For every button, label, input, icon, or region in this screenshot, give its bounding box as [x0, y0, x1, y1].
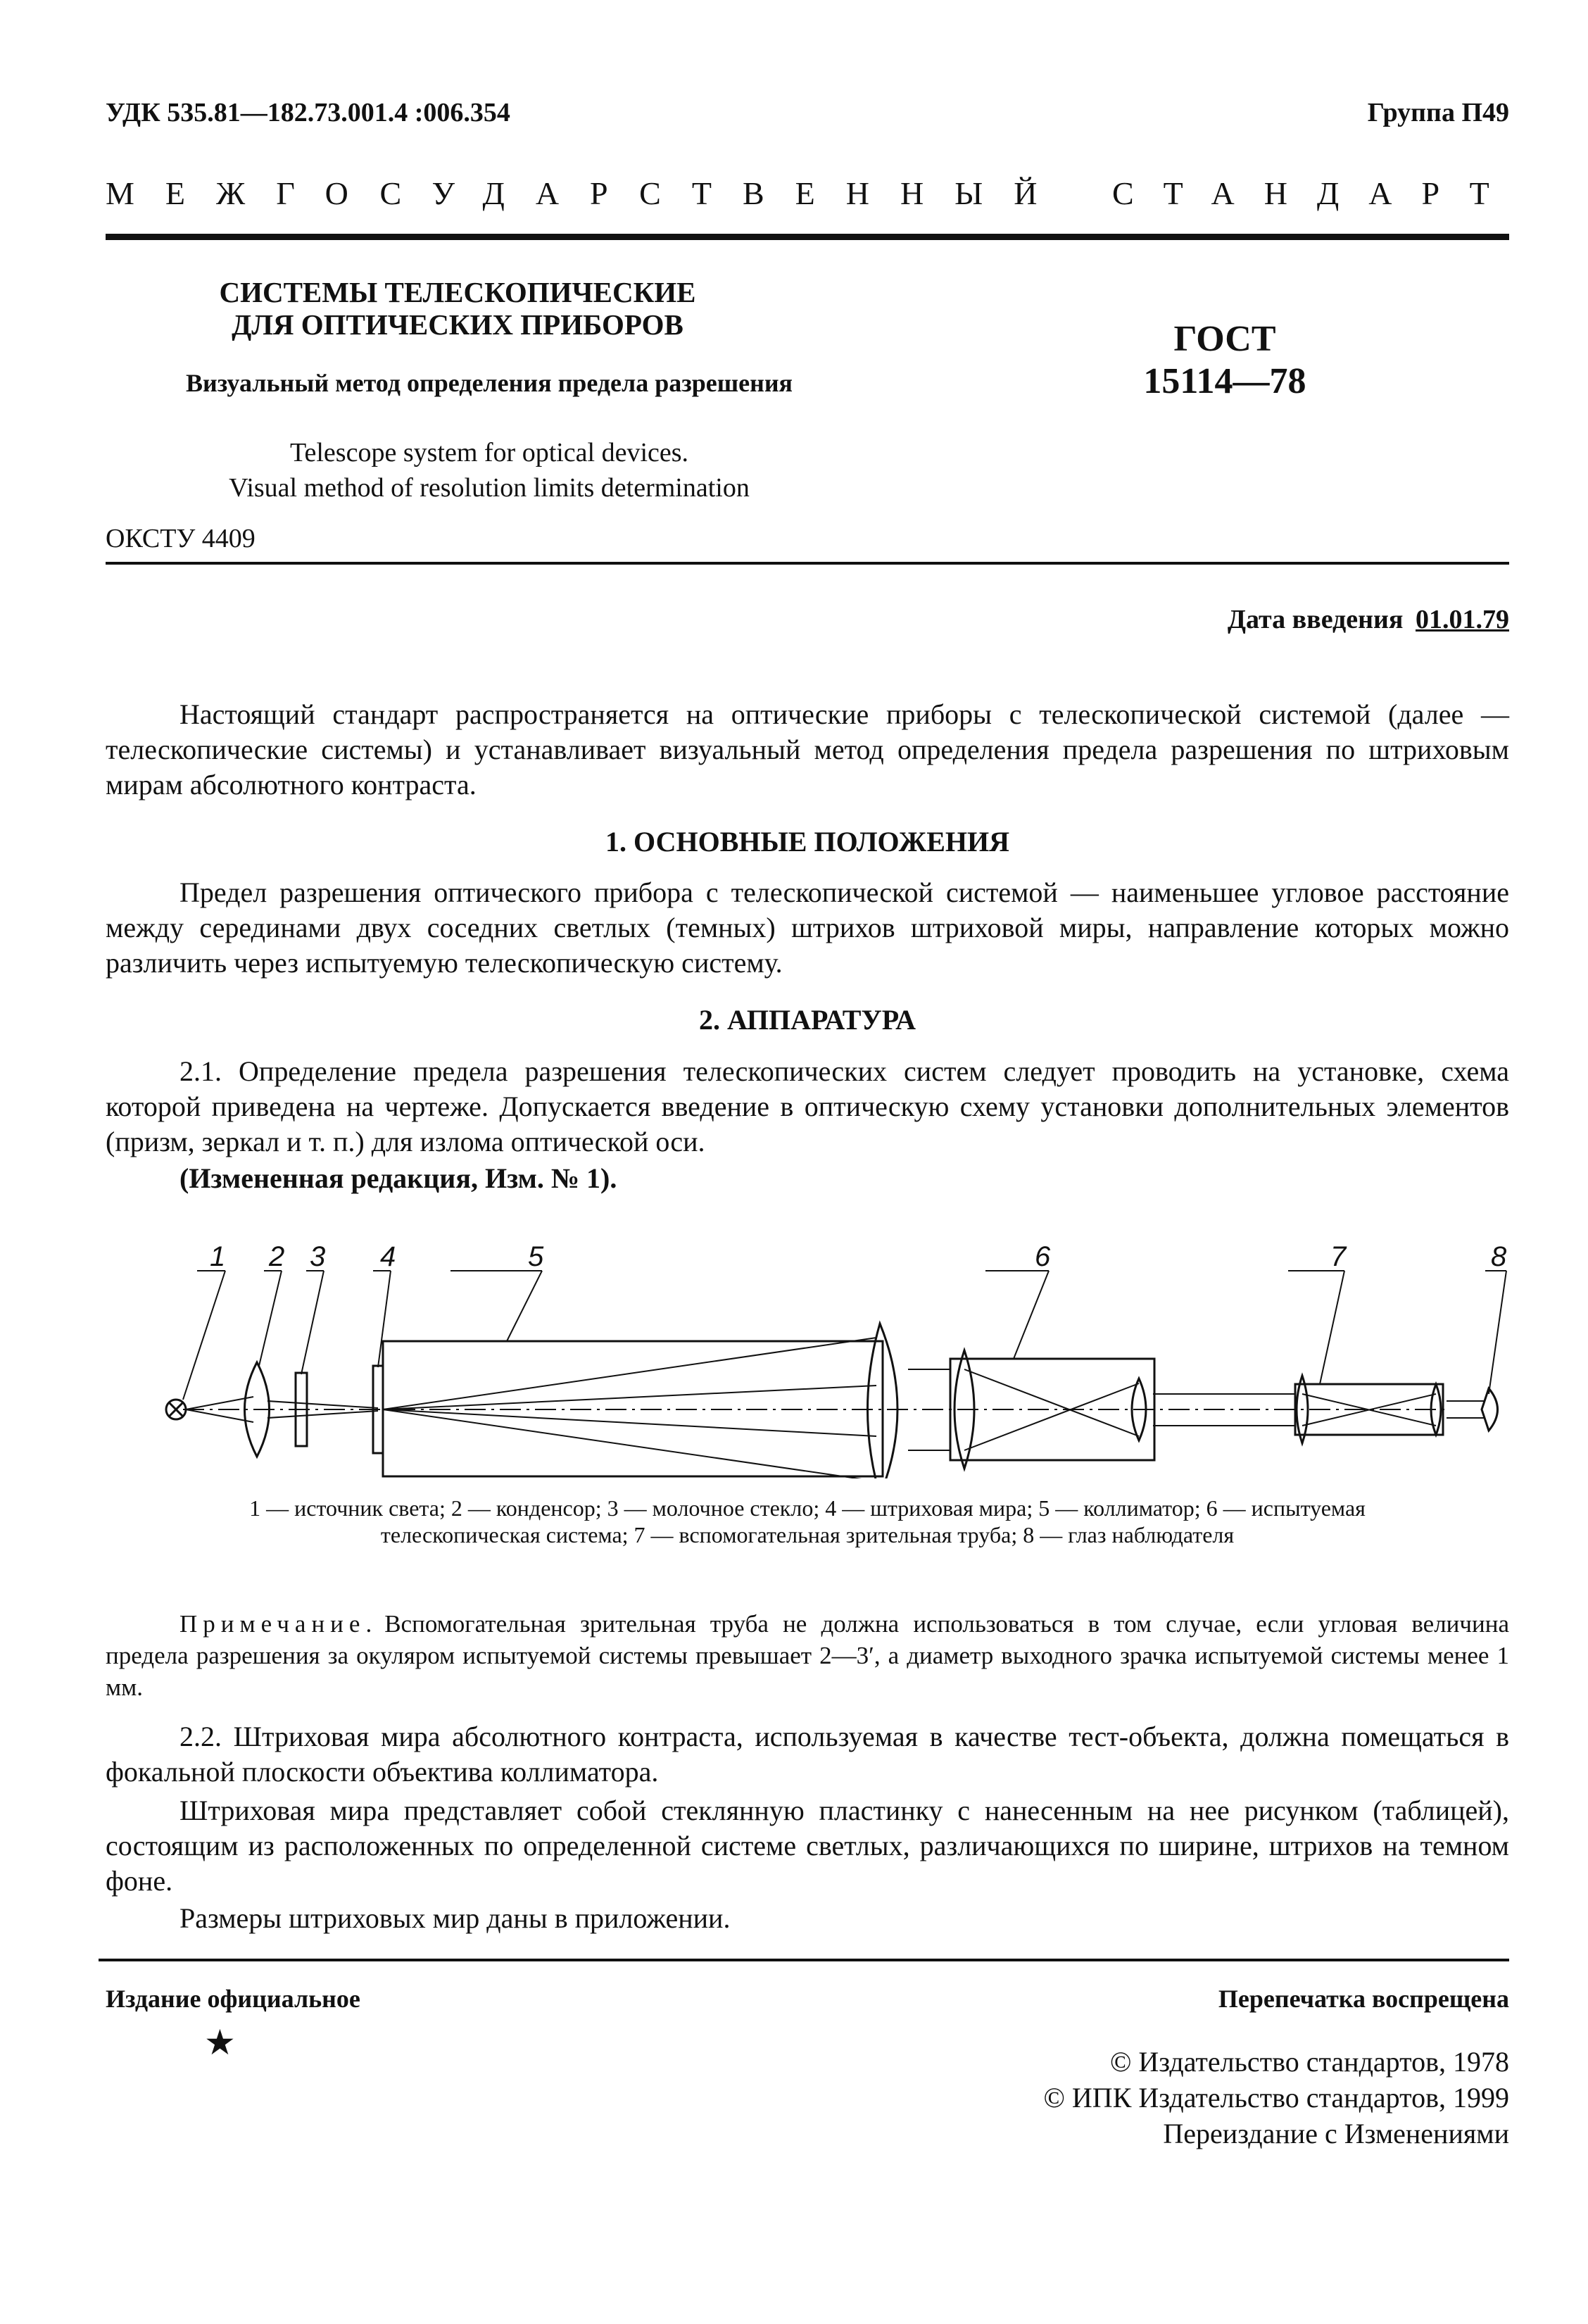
diagram-caption	[106, 1495, 1509, 1548]
copyright-block	[1044, 2044, 1509, 2152]
diagram-label-8: 8	[1491, 1241, 1507, 1272]
title-english-line-2: Visual method of resolution limits determination	[229, 473, 750, 503]
note-paragraph	[106, 1608, 1509, 1703]
gost-number: 15114—78	[1143, 361, 1306, 401]
group-code: Группа П49	[1367, 98, 1509, 127]
diagram-label-4: 4	[380, 1241, 396, 1272]
caption-line-2: телескопическая система; 7 — вспомогательная зрительная труба; 8 — глаз наблюдателя	[380, 1522, 1235, 1547]
section-1-paragraph: Предел разрешения оптического прибора с телескопической системой — наименьшее угловое расстояние между серединами двух соседних светлых (темных) штрихов штриховой миры, направление которых можно различить через испытуемую телескопическую систему.	[106, 877, 1509, 979]
title-rule	[106, 562, 1509, 565]
title-block	[106, 276, 809, 341]
diagram-label-3: 3	[310, 1241, 326, 1272]
intro-paragraph: Настоящий стандарт распространяется на оптические приборы с телескопической системой (далее — телескопические системы) и устанавливает визуальный метод определения предела разрешения по штриховым мирам абсолютного контраста.	[106, 698, 1509, 800]
diagram-label-1: 1	[210, 1241, 226, 1272]
title-line-1: СИСТЕМЫ ТЕЛЕСКОПИЧЕСКИЕ	[219, 276, 696, 308]
banner-standard: СТАНДАРТ	[1112, 175, 1519, 211]
gost-label: ГОСТ	[1173, 319, 1276, 359]
diagram-label-5: 5	[528, 1241, 544, 1272]
date-value: 01.01.79	[1416, 605, 1509, 634]
observer-eye	[1482, 1388, 1498, 1431]
introduction-date	[1228, 604, 1509, 635]
paragraph-2-1: 2.1. Определение предела разрешения телескопических систем следует проводить на установке, схема которой приведена на чертеже. Допускается введение в оптическую схему установки дополнительных элементов (призм, зеркал и т. п.) для излома оптической оси.	[106, 1055, 1509, 1157]
gost-designation	[1126, 318, 1323, 403]
banner-interstate: МЕЖГОСУДАРСТВЕННЫЙ	[106, 175, 1069, 211]
paragraph-2-2-c: Размеры штриховых мир даны в приложении.	[179, 1902, 731, 1934]
amendment-note: (Измененная редакция, Изм. № 1).	[179, 1162, 617, 1194]
oksty-code: ОКСТУ 4409	[106, 524, 256, 553]
optical-scheme-diagram	[106, 1225, 1509, 1478]
top-thick-rule	[106, 234, 1509, 240]
title-line-2: ДЛЯ ОПТИЧЕСКИХ ПРИБОРОВ	[232, 308, 683, 341]
title-english-line-1: Telescope system for optical devices.	[289, 438, 689, 467]
section-2-heading: 2. АППАРАТУРА	[699, 1004, 916, 1036]
diagram-label-7: 7	[1330, 1241, 1347, 1272]
star-mark: ★	[204, 2023, 236, 2062]
udk-code: УДК 535.81—182.73.001.4 :006.354	[106, 98, 510, 127]
paragraph-2-2-b: Штриховая мира представляет собой стеклянную пластинку с нанесенным на нее рисунком (таблицей), состоящим из расположенных по определенной системе светлых, различающихся по ширине, штрихов на темном фоне.	[106, 1795, 1509, 1897]
tested-system-tube	[950, 1359, 1154, 1460]
note-label: Примечание.	[179, 1610, 378, 1638]
copyright-1999: © ИПК Издательство стандартов, 1999	[1043, 2082, 1509, 2113]
title-subtitle: Визуальный метод определения предела разрешения	[185, 369, 793, 397]
note-text: Вспомогательная зрительная труба не должна использоваться в том случае, если угловая величина предела разрешения за окуляром испытуемой системы превышает 2—3′, а диаметр выходного зрачка испытуемой системы менее 1 мм.	[106, 1610, 1509, 1701]
date-label: Дата введения	[1227, 605, 1404, 634]
footer-rule	[99, 1959, 1509, 1961]
reprint-prohibited: Перепечатка воспрещена	[1218, 1985, 1509, 2013]
diagram-label-2: 2	[269, 1241, 285, 1272]
section-1-heading: 1. ОСНОВНЫЕ ПОЛОЖЕНИЯ	[605, 826, 1009, 858]
copyright-1978: © Издательство стандартов, 1978	[1109, 2046, 1509, 2078]
diagram-label-6: 6	[1035, 1241, 1051, 1272]
caption-line-1: 1 — источник света; 2 — конденсор; 3 — молочное стекло; 4 — штриховая мира; 5 — коллиматор; 6 — испытуемая	[249, 1495, 1366, 1521]
official-edition: Издание официальное	[106, 1985, 360, 2013]
paragraph-2-2: 2.2. Штриховая мира абсолютного контраста, используемая в качестве тест-объекта, должна помещаться в фокальной плоскости объектива коллиматора.	[106, 1721, 1509, 1788]
title-english	[106, 435, 873, 505]
reissue-note: Переиздание с Изменениями	[1163, 2118, 1509, 2149]
